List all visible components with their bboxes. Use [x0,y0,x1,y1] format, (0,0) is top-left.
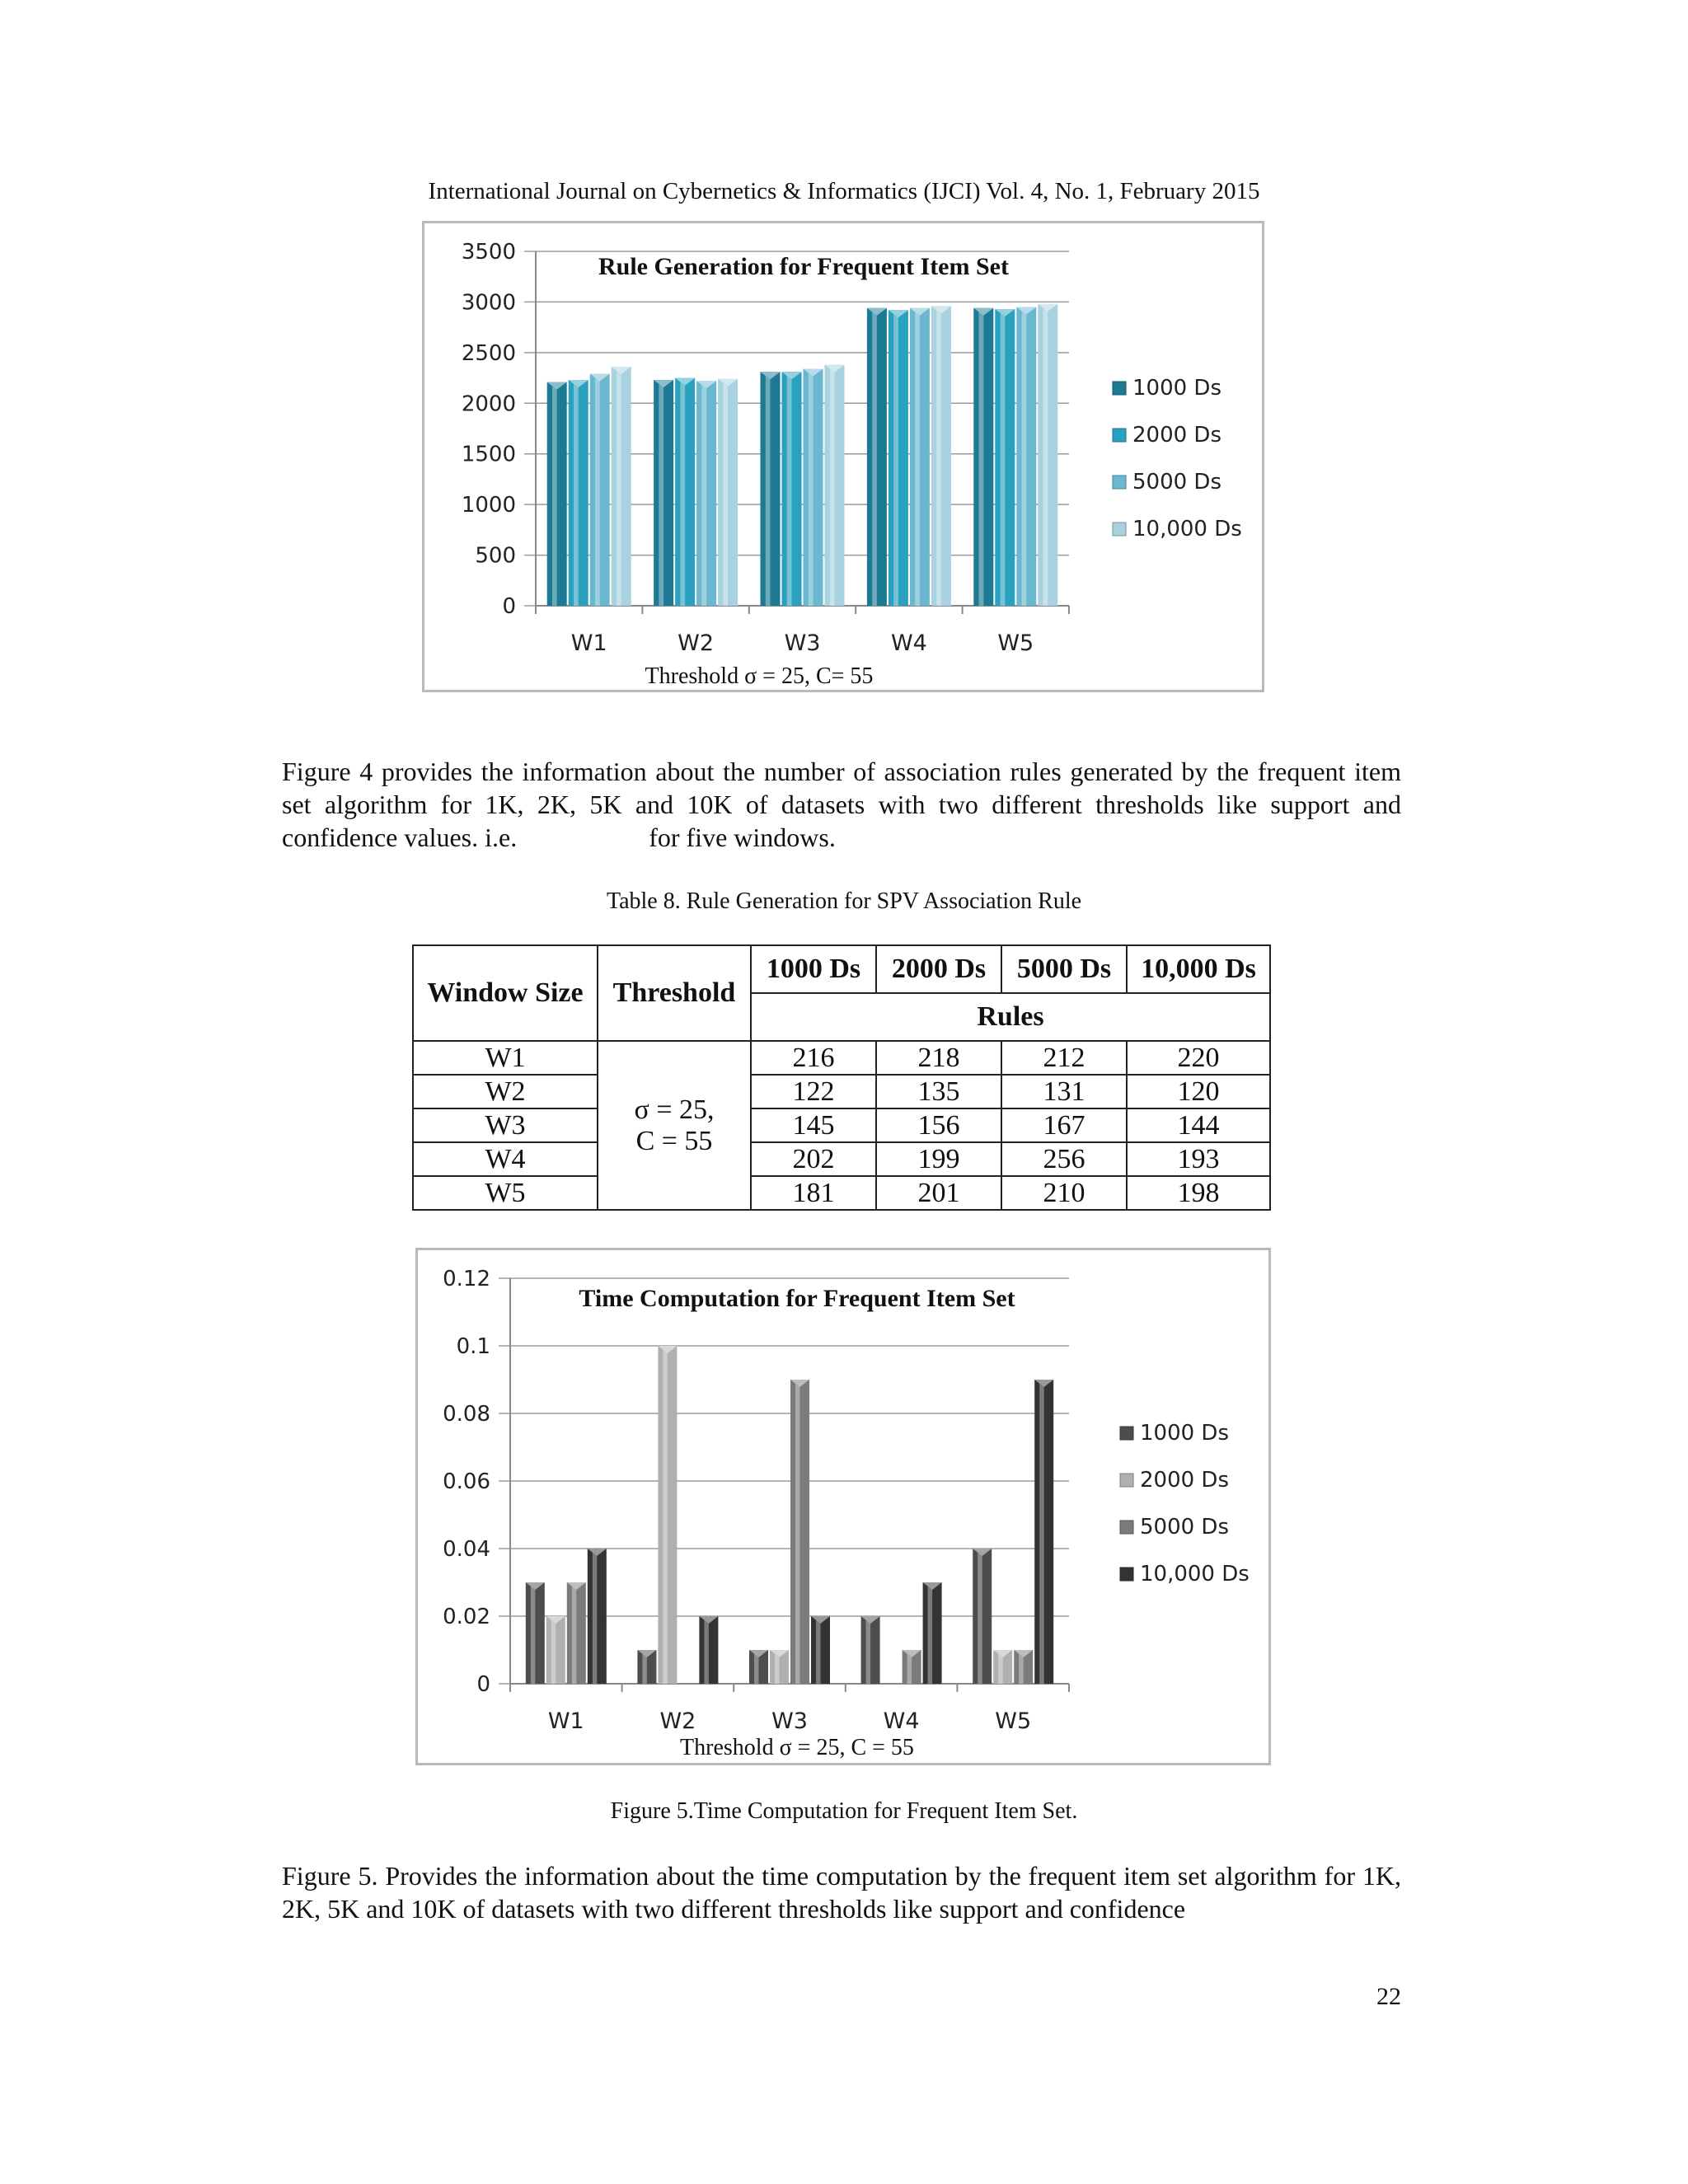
x-tick-label: W2 [659,1708,696,1734]
x-axis-label: Threshold σ = 25, C = 55 [680,1735,914,1760]
legend-swatch [1113,429,1126,442]
y-tick-label: 0.02 [443,1605,490,1629]
bar-10000Ds-W3 [825,365,845,606]
table-cell: 181 [751,1176,876,1210]
bar-5000Ds-W3 [790,1380,809,1684]
bar-10000Ds-W5 [1038,304,1057,606]
bar-1000Ds-W3 [749,1650,768,1684]
rule-generation-chart [422,221,1264,692]
legend-swatch [1120,1474,1133,1487]
table-row [413,1075,1270,1108]
bar-1000Ds-W1 [526,1582,545,1684]
paragraph-figure4 [282,755,1401,854]
table-row [413,1142,1270,1176]
rule-generation-chart-svg [424,223,1262,690]
legend-label: 5000 Ds [1132,470,1221,494]
bar-1000Ds-W1 [547,382,567,606]
y-tick-label: 0 [502,594,516,619]
row-window: W5 [413,1176,598,1210]
y-tick-label: 2000 [461,391,516,417]
bar-2000Ds-W1 [569,380,588,606]
table-cell: 202 [751,1142,876,1176]
bar-10000Ds-W1 [612,367,631,606]
chart-title: Rule Generation for Frequent Item Set [598,253,1009,280]
page-number: 22 [1376,1983,1401,2010]
paragraph-figure4-tail: for five windows. [649,823,836,852]
x-tick-label: W3 [771,1708,808,1734]
bar-1000Ds-W4 [867,308,887,606]
paragraph-figure4-text: Figure 4 provides the information about the number of association rules generated by the frequent item set algorithm for 1K, 2K, 5K and 10K of datasets with two different thresholds like support and confidence values. i.e. [282,757,1401,852]
table-cell: 201 [876,1176,1001,1210]
legend-swatch [1113,382,1126,395]
bar-5000Ds-W5 [1014,1650,1033,1684]
time-computation-chart-svg [418,1250,1268,1763]
bar-2000Ds-W4 [889,310,908,606]
table-cell: 135 [876,1075,1001,1108]
y-tick-label: 3000 [461,290,516,316]
bar-5000Ds-W3 [804,369,823,606]
legend-swatch [1113,523,1126,536]
threshold-line-1: σ = 25, [634,1094,715,1125]
table-cell: 193 [1127,1142,1270,1176]
bar-2000Ds-W3 [770,1650,789,1684]
table-cell: 216 [751,1041,876,1075]
x-tick-label: W4 [890,630,927,656]
table-cell: 167 [1001,1108,1127,1142]
legend-label: 1000 Ds [1140,1421,1229,1446]
bar-2000Ds-W2 [675,378,695,606]
col-header-window: Window Size [413,945,598,1041]
legend-label: 5000 Ds [1140,1515,1229,1540]
bar-10000Ds-W4 [931,306,951,606]
table-cell: 145 [751,1108,876,1142]
col-header-2000: 2000 Ds [876,945,1001,993]
row-window: W4 [413,1142,598,1176]
bar-10000Ds-W5 [1034,1380,1053,1684]
legend-swatch [1120,1521,1133,1534]
table-cell: 220 [1127,1041,1270,1075]
row-window: W1 [413,1041,598,1075]
bar-1000Ds-W2 [637,1650,656,1684]
rules-table [412,944,1271,1211]
threshold-cell [598,1041,751,1210]
time-computation-chart [415,1248,1271,1765]
table-cell: 131 [1001,1075,1127,1108]
bar-2000Ds-W3 [782,372,802,606]
chart-title: Time Computation for Frequent Item Set [579,1285,1015,1312]
bar-1000Ds-W4 [861,1616,880,1684]
y-tick-label: 0 [476,1672,490,1697]
bar-1000Ds-W2 [654,380,673,606]
legend-label: 1000 Ds [1132,376,1221,401]
table-cell: 218 [876,1041,1001,1075]
table-cell: 210 [1001,1176,1127,1210]
bar-5000Ds-W4 [910,308,930,606]
legend-label: 2000 Ds [1140,1468,1229,1493]
y-tick-label: 500 [475,543,516,569]
bar-10000Ds-W2 [699,1616,718,1684]
journal-header: International Journal on Cybernetics & Informatics (IJCI) Vol. 4, No. 1, February 2015 [428,178,1260,204]
y-tick-label: 0.08 [443,1402,490,1427]
x-tick-label: W5 [997,630,1034,656]
row-window: W3 [413,1108,598,1142]
bar-2000Ds-W1 [546,1616,565,1684]
y-tick-label: 0.12 [443,1267,490,1291]
legend-label: 10,000 Ds [1140,1562,1250,1586]
table-cell: 120 [1127,1075,1270,1108]
bar-1000Ds-W5 [973,308,993,606]
col-header-10000: 10,000 Ds [1127,945,1270,993]
bar-10000Ds-W2 [718,379,738,606]
legend-swatch [1120,1427,1133,1440]
x-tick-label: W1 [570,630,607,656]
bar-10000Ds-W4 [923,1582,942,1684]
bar-1000Ds-W3 [761,372,781,606]
table-cell: 199 [876,1142,1001,1176]
legend-label: 2000 Ds [1132,423,1221,448]
row-window: W2 [413,1075,598,1108]
col-header-threshold: Threshold [598,945,751,1041]
x-tick-label: W5 [995,1708,1032,1734]
y-tick-label: 0.04 [443,1537,490,1562]
x-tick-label: W4 [883,1708,920,1734]
table-cell: 198 [1127,1176,1270,1210]
bar-5000Ds-W2 [696,381,716,606]
table-row [413,1176,1270,1210]
bar-2000Ds-W5 [995,309,1015,606]
bar-10000Ds-W3 [811,1616,830,1684]
y-tick-label: 0.06 [443,1469,490,1494]
threshold-line-2: C = 55 [635,1125,713,1156]
y-tick-label: 2500 [461,340,516,366]
legend-label: 10,000 Ds [1132,517,1242,541]
table8-caption: Table 8. Rule Generation for SPV Association Rule [606,888,1082,914]
bar-5000Ds-W1 [567,1582,586,1684]
figure5-caption: Figure 5.Time Computation for Frequent Item Set. [610,1798,1078,1824]
legend-swatch [1113,476,1126,489]
x-tick-label: W2 [678,630,715,656]
x-tick-label: W3 [784,630,821,656]
x-tick-label: W1 [547,1708,584,1734]
paragraph-figure5: Figure 5. Provides the information about the time computation by the frequent item set algorithm for 1K, 2K, 5K and 10K of datasets with two different thresholds like support and confidence [282,1861,1401,1924]
table-cell: 144 [1127,1108,1270,1142]
legend-swatch [1120,1568,1133,1581]
x-axis-label: Threshold σ = 25, C= 55 [645,663,874,689]
bar-2000Ds-W5 [993,1650,1012,1684]
bar-1000Ds-W5 [973,1549,992,1684]
bar-5000Ds-W1 [590,374,610,606]
table-cell: 156 [876,1108,1001,1142]
bar-5000Ds-W4 [903,1650,921,1684]
table-row [413,1041,1270,1075]
table-cell: 122 [751,1075,876,1108]
y-tick-label: 0.1 [456,1334,490,1359]
y-tick-label: 3500 [461,240,516,265]
col-header-1000: 1000 Ds [751,945,876,993]
bar-2000Ds-W2 [658,1346,677,1684]
bar-5000Ds-W5 [1016,307,1036,606]
y-tick-label: 1500 [461,442,516,467]
table-cell: 256 [1001,1142,1127,1176]
col-header-5000: 5000 Ds [1001,945,1127,993]
table-cell: 212 [1001,1041,1127,1075]
bar-10000Ds-W1 [588,1549,607,1684]
table-row [413,1108,1270,1142]
y-tick-label: 1000 [461,493,516,518]
col-header-rules: Rules [751,993,1270,1041]
